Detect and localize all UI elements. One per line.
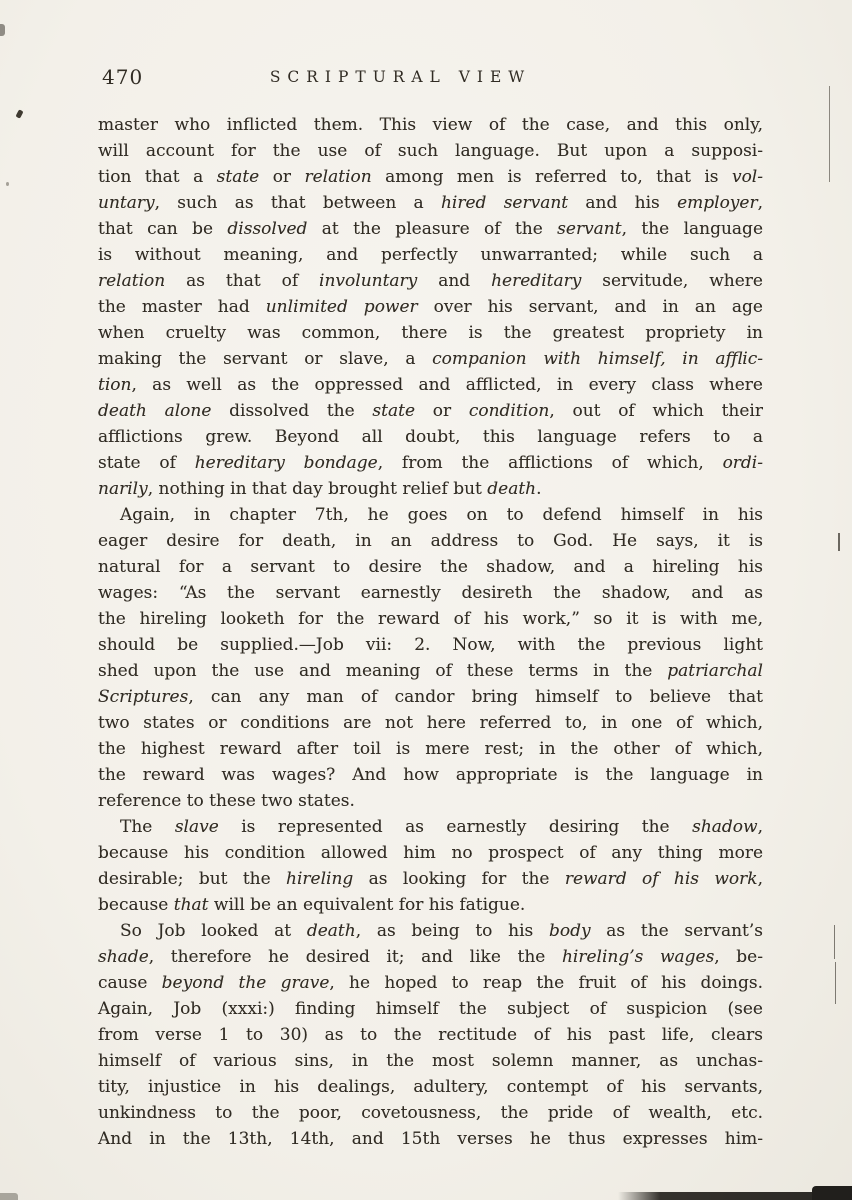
italic-text-run: patriarchal (667, 661, 763, 681)
scan-artifact-bottom-corner (812, 1186, 852, 1200)
text-run: as that of (165, 271, 320, 291)
text-line (98, 944, 763, 970)
text-line (98, 684, 763, 710)
text-line (98, 112, 763, 138)
text-run: , he hoped to reap the fruit of his doings. (329, 973, 763, 993)
scan-artifact-top-left (0, 24, 5, 36)
scan-artifact-speck (6, 182, 9, 186)
text-line (98, 424, 763, 450)
italic-text-run: hereditary bondage (194, 453, 378, 473)
text-run: as the servant’s (590, 921, 763, 941)
italic-text-run: slave (174, 817, 219, 837)
italic-text-run: involuntary (319, 271, 418, 291)
italic-text-run: companion with himself, in afflic- (432, 349, 763, 369)
text-line (98, 762, 763, 788)
text-run: , the language (621, 219, 763, 239)
italic-text-run: shade (98, 947, 149, 967)
text-run: The (120, 817, 175, 837)
text-run: from verse 1 to 30) as to the rectitude of his past life, clears (98, 1025, 763, 1045)
italic-text-run: state (372, 401, 416, 421)
text-line (98, 398, 763, 424)
italic-text-run: untary (98, 193, 155, 213)
italic-text-run: relation (98, 271, 166, 291)
text-run: the highest reward after toil is mere rest; in the other of which, (98, 739, 763, 759)
italic-text-run: relation (304, 167, 372, 187)
text-line (98, 190, 763, 216)
text-run: reference to these two states. (98, 791, 355, 811)
text-run: is represented as earnestly desiring the (218, 817, 693, 837)
text-run: or (259, 167, 305, 187)
italic-text-run: condition (468, 401, 550, 421)
text-run: natural for a servant to desire the shadow, and a hireling his (98, 557, 763, 577)
text-line (98, 138, 763, 164)
scan-artifact-edge-line (838, 533, 840, 551)
text-line (98, 918, 763, 944)
text-run: master who inflicted them. This view of the case, and this only, (98, 115, 763, 135)
text-line (98, 710, 763, 736)
text-run: . (536, 479, 542, 499)
italic-text-run: vol- (731, 167, 763, 187)
italic-text-run: tion (98, 375, 132, 395)
scan-artifact-edge-line (829, 86, 830, 182)
text-line (98, 970, 763, 996)
text-run: , (757, 869, 763, 889)
text-run: , from the afflictions of which, (377, 453, 723, 473)
italic-text-run: narily (98, 479, 148, 499)
text-run: wages: “As the servant earnestly desireth the shadow, and as (98, 583, 763, 603)
text-line (98, 814, 763, 840)
text-run: , therefore he desired it; and like the (148, 947, 562, 967)
italic-text-run: state (216, 167, 260, 187)
italic-text-run: beyond the grave (161, 973, 330, 993)
text-run: , nothing in that day brought relief but (147, 479, 488, 499)
text-line (98, 866, 763, 892)
text-line (98, 736, 763, 762)
italic-text-run: Scriptures (98, 687, 189, 707)
text-line (98, 242, 763, 268)
text-line (98, 1022, 763, 1048)
italic-text-run: that (173, 895, 209, 915)
italic-text-run: death (306, 921, 356, 941)
text-run: unkindness to the poor, covetousness, the pride of wealth, etc. (98, 1103, 763, 1123)
text-line (98, 476, 763, 502)
italic-text-run: hereditary (491, 271, 582, 291)
text-block (98, 112, 763, 1152)
scan-artifact-edge-line (835, 962, 836, 1004)
text-line (98, 216, 763, 242)
text-run: at the pleasure of the (307, 219, 558, 239)
text-run: will account for the use of such language. But upon a supposi- (98, 141, 763, 161)
text-line (98, 268, 763, 294)
page-header (98, 64, 763, 94)
text-line (98, 1126, 763, 1152)
text-line (98, 502, 763, 528)
scan-artifact-bottom-edge (618, 1192, 852, 1200)
text-run: two states or conditions are not here referred to, in one of which, (98, 713, 763, 733)
text-run: dissolved the (211, 401, 373, 421)
text-line (98, 294, 763, 320)
text-run: and (417, 271, 492, 291)
text-run: or (415, 401, 469, 421)
text-run: will be an equivalent for his fatigue. (208, 895, 526, 915)
text-run: , be- (714, 947, 763, 967)
text-run: Again, Job (xxxi:) finding himself the subject of suspicion (see (98, 999, 763, 1019)
italic-text-run: hireling (286, 869, 354, 889)
text-line (98, 580, 763, 606)
scan-artifact-edge-line (834, 925, 835, 959)
text-run: as looking for the (353, 869, 565, 889)
text-line (98, 658, 763, 684)
text-run: state of (98, 453, 195, 473)
italic-text-run: servant (557, 219, 622, 239)
text-run: Again, in chapter 7th, he goes on to defend himself in his (120, 505, 763, 525)
text-line (98, 554, 763, 580)
text-line (98, 1048, 763, 1074)
text-run: because (98, 895, 174, 915)
text-run: is without meaning, and perfectly unwarranted; while such a (98, 245, 763, 265)
text-run: , as being to his (355, 921, 549, 941)
running-header-title: SCRIPTURAL VIEW (269, 68, 532, 86)
text-line (98, 372, 763, 398)
text-run: , out of which their (549, 401, 763, 421)
text-run: eager desire for death, in an address to God. He says, it is (98, 531, 763, 551)
text-line (98, 892, 763, 918)
text-run: should be supplied.—Job vii: 2. Now, with the previous light (98, 635, 763, 655)
text-run: among men is referred to, that is (371, 167, 732, 187)
text-run: the hireling looketh for the reward of his work,” so it is with me, (98, 609, 763, 629)
text-run: , such as that between a (154, 193, 441, 213)
text-line (98, 528, 763, 554)
text-line (98, 1100, 763, 1126)
text-run: and his (568, 193, 678, 213)
text-line (98, 1074, 763, 1100)
text-run: , can any man of candor bring himself to believe that (188, 687, 763, 707)
text-line (98, 346, 763, 372)
italic-text-run: dissolved (227, 219, 308, 239)
text-run: cause (98, 973, 162, 993)
italic-text-run: body (548, 921, 591, 941)
italic-text-run: shadow (692, 817, 758, 837)
italic-text-run: death (487, 479, 537, 499)
text-run: the reward was wages? And how appropriate is the language in (98, 765, 763, 785)
italic-text-run: death alone (98, 401, 212, 421)
text-run: over his servant, and in an age (417, 297, 763, 317)
italic-text-run: unlimited power (265, 297, 418, 317)
italic-text-run: reward of his work (564, 869, 758, 889)
text-run: , (757, 817, 763, 837)
text-run: afflictions grew. Beyond all doubt, this language refers to a (98, 427, 763, 447)
text-run: tity, injustice in his dealings, adultery, contempt of his servants, (98, 1077, 763, 1097)
scan-artifact-speck (15, 109, 23, 118)
text-run: that can be (98, 219, 228, 239)
text-run: himself of various sins, in the most solemn manner, as unchas- (98, 1051, 763, 1071)
text-run: the master had (98, 297, 266, 317)
text-line (98, 164, 763, 190)
text-line (98, 632, 763, 658)
text-run: And in the 13th, 14th, and 15th verses he thus expresses him- (98, 1129, 763, 1149)
text-run: making the servant or slave, a (98, 349, 433, 369)
text-run: when cruelty was common, there is the greatest propriety in (98, 323, 763, 343)
italic-text-run: ordi- (722, 453, 763, 473)
scan-artifact-bottom-left (0, 1193, 18, 1200)
text-run: So Job looked at (120, 921, 307, 941)
text-run: , as well as the oppressed and afflicted, in every class where (131, 375, 763, 395)
italic-text-run: hireling’s wages (561, 947, 715, 967)
text-line (98, 788, 763, 814)
italic-text-run: hired servant (440, 193, 569, 213)
text-run: shed upon the use and meaning of these terms in the (98, 661, 668, 681)
text-line (98, 996, 763, 1022)
text-run: servitude, where (581, 271, 763, 291)
text-line (98, 320, 763, 346)
text-run: tion that a (98, 167, 217, 187)
text-run: because his condition allowed him no prospect of any thing more (98, 843, 763, 863)
page-number: 470 (102, 65, 144, 89)
italic-text-run: employer (677, 193, 758, 213)
text-run: desirable; but the (98, 869, 286, 889)
text-line (98, 606, 763, 632)
text-line (98, 450, 763, 476)
text-line (98, 840, 763, 866)
text-run: , (757, 193, 763, 213)
